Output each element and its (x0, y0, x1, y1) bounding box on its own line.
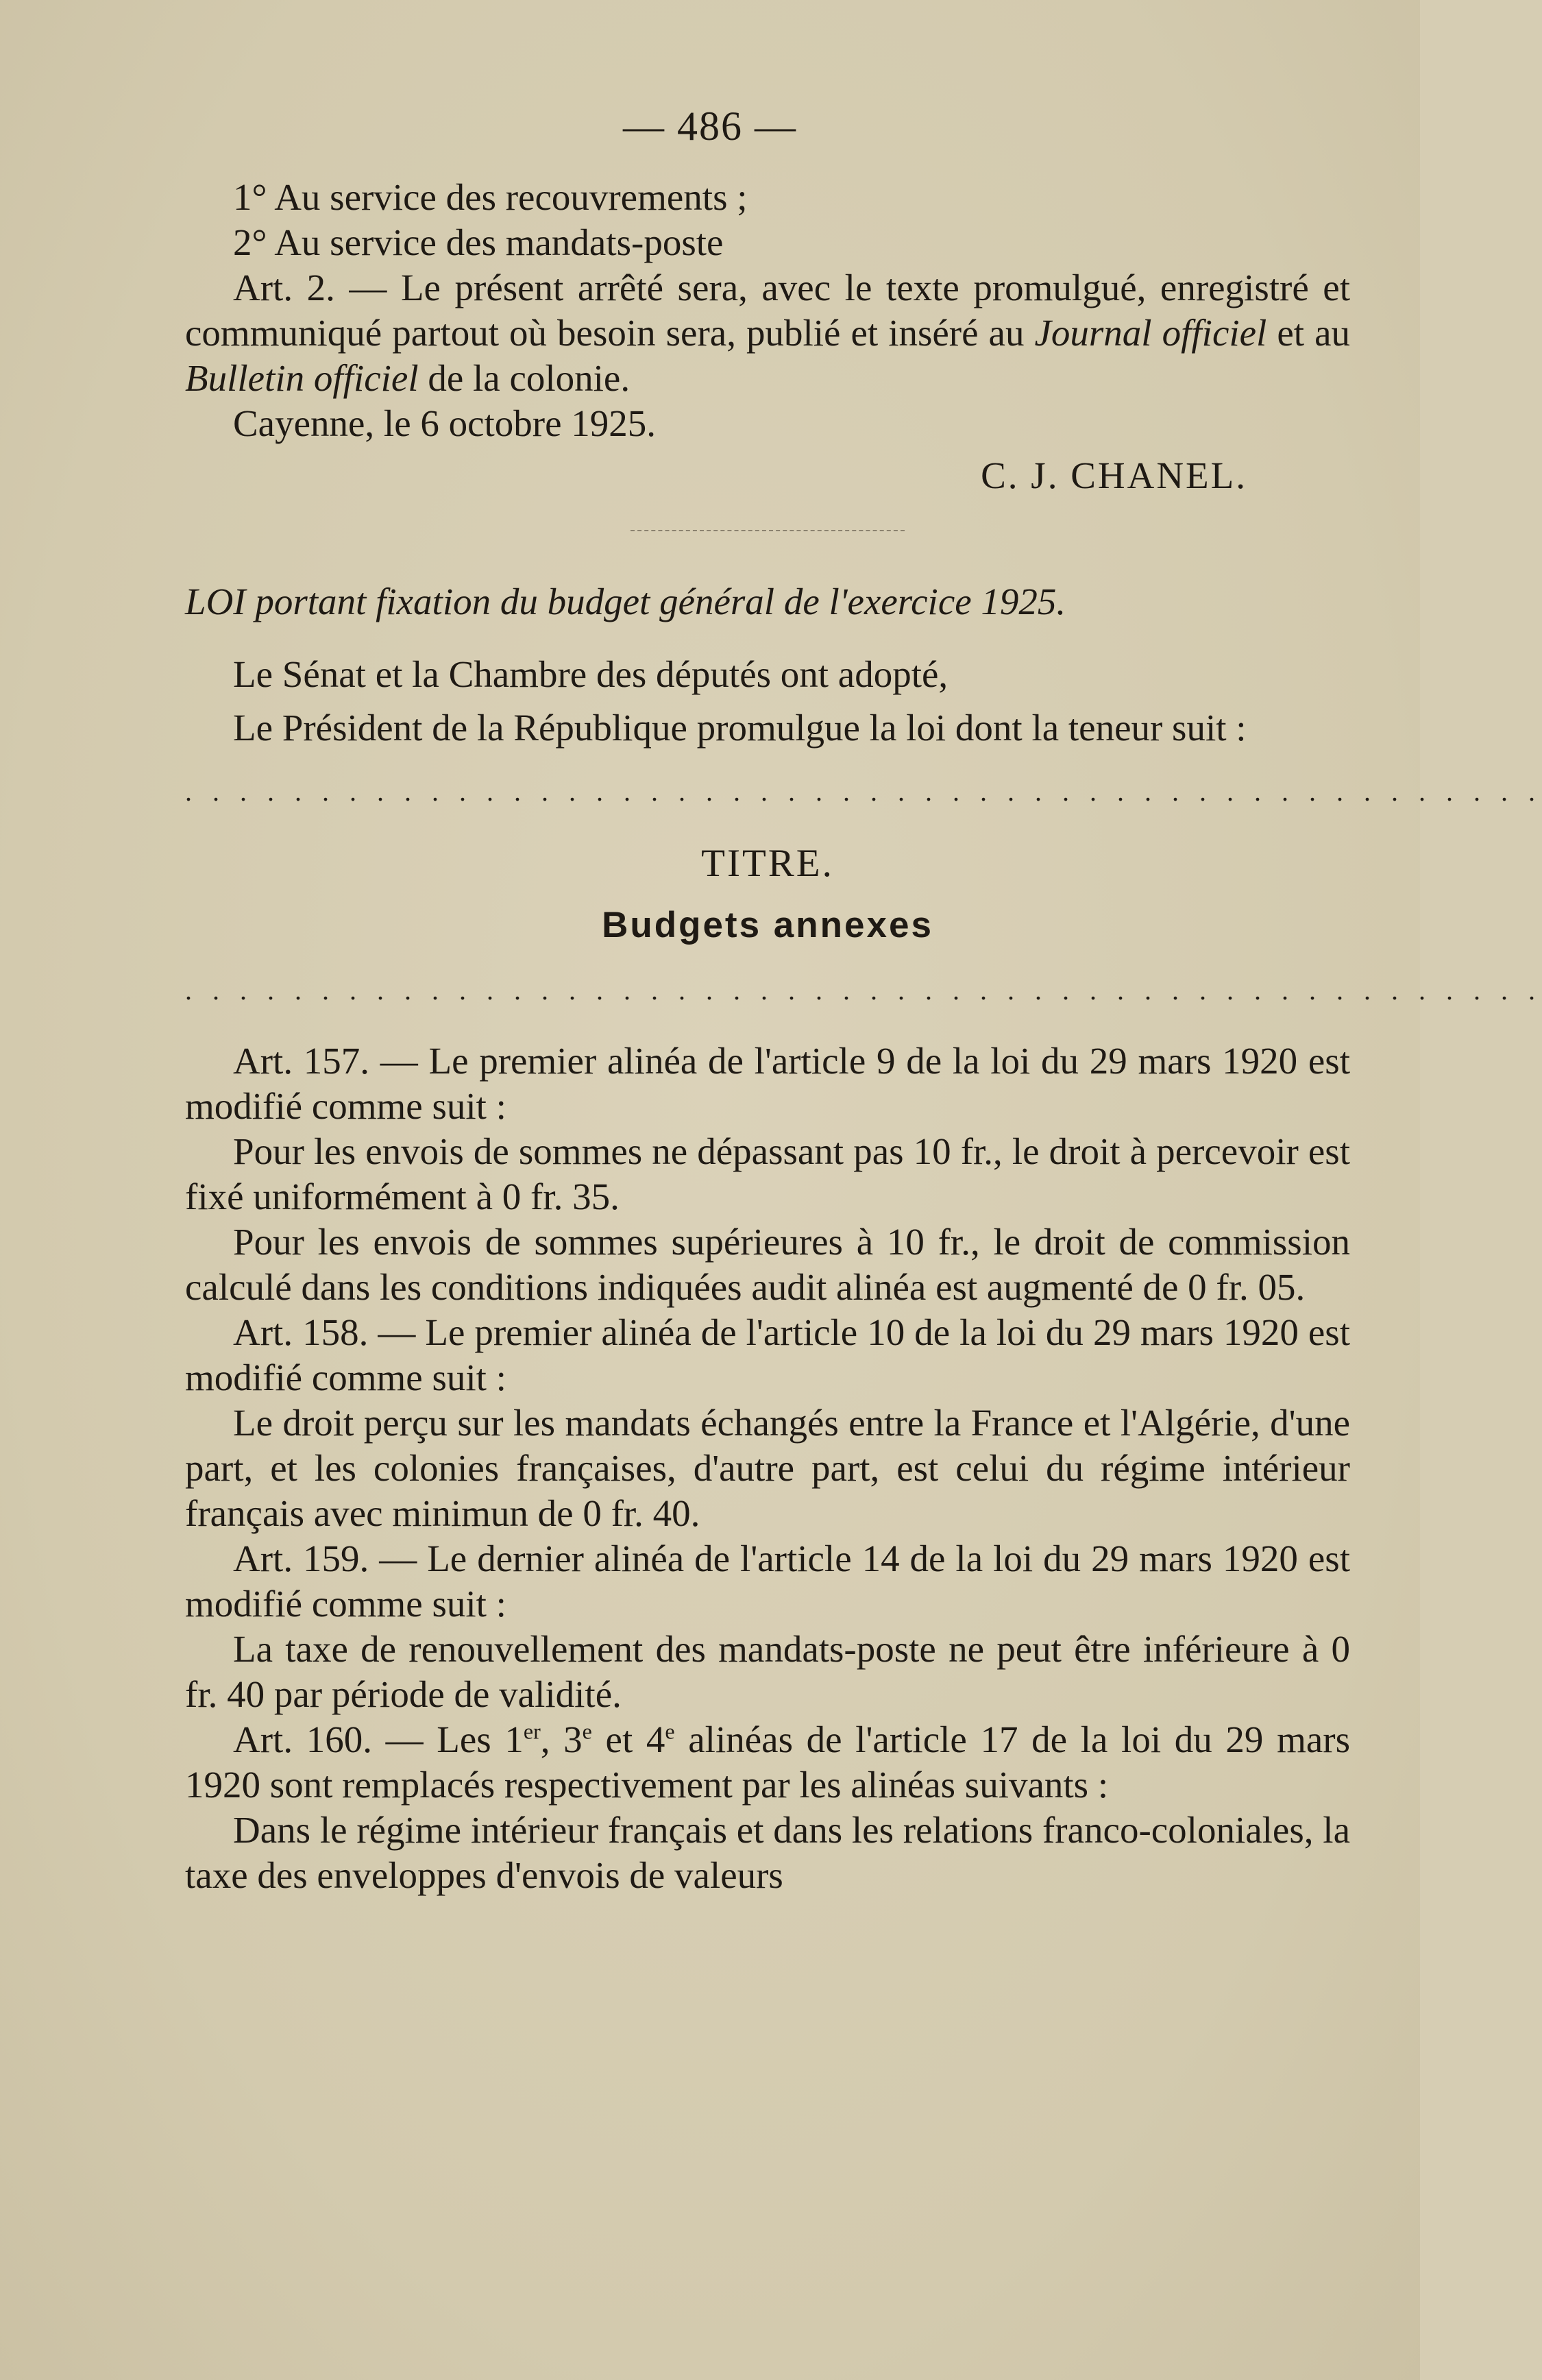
article-160 (185, 1717, 1350, 1808)
article-2-end: de la colonie. (418, 357, 631, 399)
paragraph-envois-10fr: Pour les envois de sommes ne dépassant pas 10 fr., le droit à percevoir est fixé uniformément à 0 fr. 35. (185, 1130, 1350, 1217)
law-title: LOI portant fixation du budget général de l'exercice 1925. (185, 581, 1066, 622)
dotted-separator-bottom: . . . . . . . . . . . . . . . . . . . . . . . . . . . . . . . . . . . . . . . . . . . . . . . . . . (185, 975, 1542, 1006)
paragraph-envois-superieurs: Pour les envois de sommes supérieures à 10 fr., le droit de commission calculé dans les conditions indiquées audit alinéa est augmenté de 0 fr. 05. (185, 1221, 1350, 1308)
list-item-recouvrements: 1° Au service des recouvrements ; (233, 176, 748, 218)
article-160-part-d: alinéas de l'article 17 de la loi du 29 mars 1920 sont remplacés respectivement par les alinéas suivants : (185, 1719, 1351, 1806)
article-2 (185, 265, 1350, 401)
page-number: — 486 — (623, 104, 797, 149)
paragraph-droit-percu: Le droit perçu sur les mandats échangés entre la France et l'Algérie, d'une part, et les colonies françaises, d'autre part, est celui du régime intérieur français avec minimun de 0 fr. 40. (185, 1402, 1350, 1534)
dotted-separator-top: . . . . . . . . . . . . . . . . . . . . . . . . . . . . . . . . . . . . . . . . . . . . . . . . . . (185, 776, 1542, 807)
signature: C. J. CHANEL. (981, 454, 1247, 496)
article-160-part-c: et 4 (591, 1719, 665, 1760)
article-160-part-b: , 3 (540, 1719, 583, 1760)
date-line: Cayenne, le 6 octobre 1925. (233, 402, 657, 444)
preamble-president: Le Président de la République promulgue la loi dont la teneur suit : (233, 707, 1247, 749)
superscript-e-2: e (665, 1719, 675, 1744)
section-subtitle: Budgets annexes (602, 905, 933, 945)
superscript-e-1: e (582, 1719, 592, 1744)
article-159: Art. 159. — Le dernier alinéa de l'article 14 de la loi du 29 mars 1920 est modifié comme suit : (185, 1538, 1350, 1625)
separator-rule (631, 530, 905, 531)
journal-officiel-ref: Journal officiel (1034, 312, 1267, 354)
bulletin-officiel-ref: Bulletin officiel (185, 357, 419, 399)
paragraph-taxe-renouvellement: La taxe de renouvellement des mandats-poste ne peut être inférieure à 0 fr. 40 par période de validité. (185, 1628, 1350, 1715)
article-157: Art. 157. — Le premier alinéa de l'article 9 de la loi du 29 mars 1920 est modifié comme suit : (185, 1040, 1350, 1127)
paragraph-regime-interieur: Dans le régime intérieur français et dans les relations franco-coloniales, la taxe des enveloppes d'envois de valeurs (185, 1809, 1350, 1896)
preamble-senat: Le Sénat et la Chambre des députés ont adopté, (233, 653, 949, 695)
list-item-mandats-poste: 2° Au service des mandats-poste (233, 221, 724, 263)
titre-heading: TITRE. (701, 842, 834, 885)
page-content (185, 175, 1542, 1898)
article-160-part-a: Art. 160. — Les 1 (233, 1719, 524, 1760)
article-2-mid: et au (1266, 312, 1350, 354)
article-158: Art. 158. — Le premier alinéa de l'article 10 de la loi du 29 mars 1920 est modifié comme suit : (185, 1311, 1350, 1398)
superscript-er: er (523, 1719, 541, 1744)
article-2-text: Art. 2. — Le présent arrêté sera, avec le texte promulgué, enregistré et communiqué partout où besoin sera, publié et inséré au (185, 267, 1350, 354)
